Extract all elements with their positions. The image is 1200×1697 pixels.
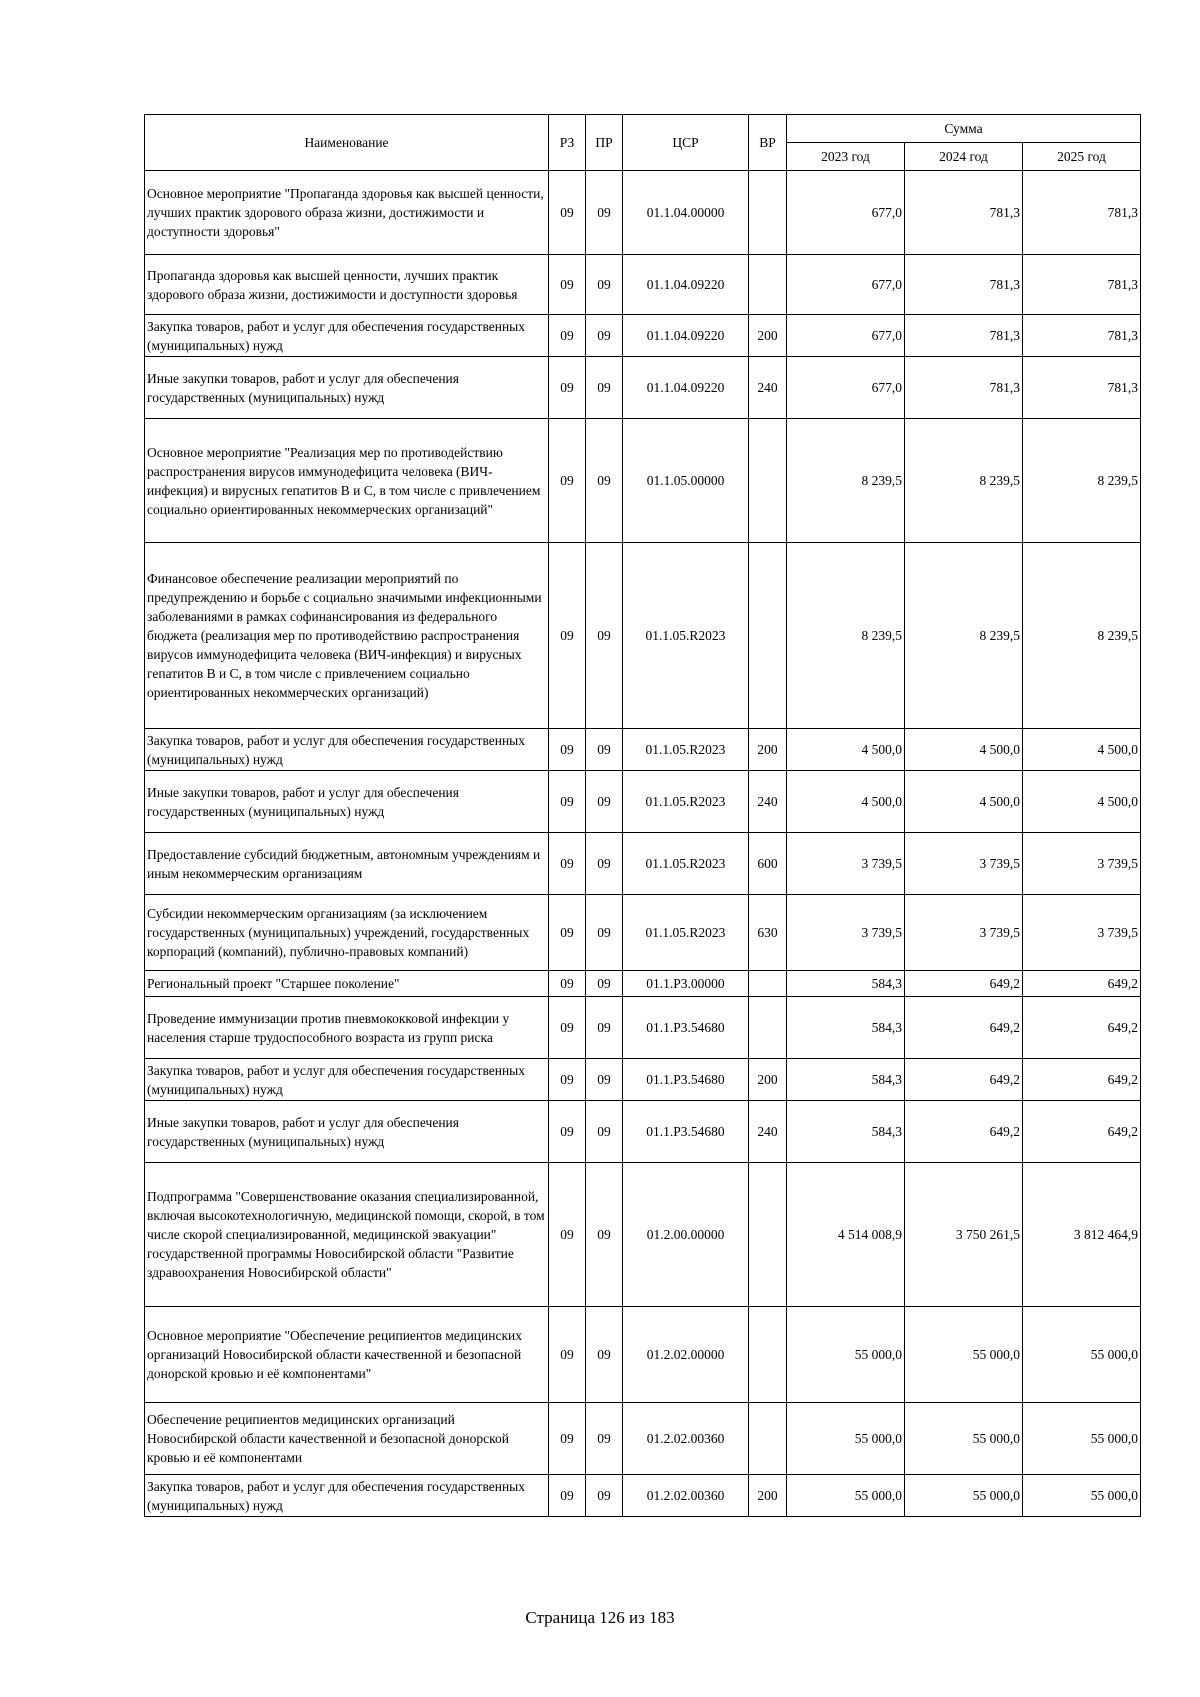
row-vr [749, 543, 787, 729]
row-pr: 09 [586, 1307, 623, 1403]
row-sum-2024: 55 000,0 [905, 1475, 1023, 1517]
row-sum-2025: 781,3 [1023, 357, 1141, 419]
row-sum-2025: 3 739,5 [1023, 895, 1141, 971]
row-vr: 200 [749, 729, 787, 771]
row-name: Закупка товаров, работ и услуг для обеспечения государственных (муниципальных) нужд [145, 315, 549, 357]
row-csr: 01.1.04.00000 [623, 171, 749, 255]
row-sum-2023: 677,0 [787, 315, 905, 357]
row-csr: 01.2.00.00000 [623, 1163, 749, 1307]
row-sum-2025: 781,3 [1023, 171, 1141, 255]
header-csr: ЦСР [623, 115, 749, 171]
row-rz: 09 [549, 729, 586, 771]
row-name: Финансовое обеспечение реализации мероприятий по предупреждению и борьбе с социально значимыми инфекционными заболеваниями в рамках софинансирования из федерального бюджета (реализация мер по противодействию распространения вирусов иммунодефицита человека (ВИЧ-инфекция) и вирусных гепатитов В и С, в том числе с привлечением социально ориентированных некоммерческих организаций) [145, 543, 549, 729]
row-csr: 01.1.04.09220 [623, 315, 749, 357]
row-sum-2023: 55 000,0 [787, 1307, 905, 1403]
row-sum-2024: 781,3 [905, 357, 1023, 419]
row-sum-2025: 649,2 [1023, 1101, 1141, 1163]
row-sum-2025: 649,2 [1023, 971, 1141, 997]
table-row [145, 1307, 1141, 1403]
table-body [145, 171, 1141, 1517]
row-sum-2025: 781,3 [1023, 255, 1141, 315]
row-name: Закупка товаров, работ и услуг для обеспечения государственных (муниципальных) нужд [145, 1059, 549, 1101]
row-pr: 09 [586, 1101, 623, 1163]
row-vr [749, 419, 787, 543]
row-vr: 630 [749, 895, 787, 971]
row-sum-2025: 55 000,0 [1023, 1475, 1141, 1517]
row-sum-2025: 649,2 [1023, 1059, 1141, 1101]
row-sum-2024: 781,3 [905, 171, 1023, 255]
row-pr: 09 [586, 833, 623, 895]
table-row [145, 357, 1141, 419]
row-rz: 09 [549, 997, 586, 1059]
row-sum-2024: 649,2 [905, 971, 1023, 997]
row-sum-2024: 3 739,5 [905, 833, 1023, 895]
row-vr: 200 [749, 1059, 787, 1101]
row-name: Пропаганда здоровья как высшей ценности, лучших практик здорового образа жизни, достижимости и доступности здоровья [145, 255, 549, 315]
table-row [145, 771, 1141, 833]
row-pr: 09 [586, 357, 623, 419]
row-vr [749, 1403, 787, 1475]
row-vr: 240 [749, 771, 787, 833]
row-csr: 01.1.05.R2023 [623, 543, 749, 729]
row-pr: 09 [586, 543, 623, 729]
header-rz: РЗ [549, 115, 586, 171]
row-name: Обеспечение реципиентов медицинских организаций Новосибирской области качественной и безопасной донорской кровью и её компонентами [145, 1403, 549, 1475]
header-pr: ПР [586, 115, 623, 171]
row-sum-2025: 3 812 464,9 [1023, 1163, 1141, 1307]
table-row [145, 895, 1141, 971]
row-csr: 01.2.02.00360 [623, 1475, 749, 1517]
row-sum-2023: 584,3 [787, 1059, 905, 1101]
row-sum-2024: 781,3 [905, 255, 1023, 315]
row-csr: 01.1.05.00000 [623, 419, 749, 543]
row-vr: 240 [749, 1101, 787, 1163]
row-rz: 09 [549, 895, 586, 971]
row-pr: 09 [586, 997, 623, 1059]
row-sum-2025: 649,2 [1023, 997, 1141, 1059]
row-name: Закупка товаров, работ и услуг для обеспечения государственных (муниципальных) нужд [145, 1475, 549, 1517]
header-sum: Сумма [787, 115, 1141, 143]
row-sum-2025: 781,3 [1023, 315, 1141, 357]
row-pr: 09 [586, 171, 623, 255]
row-sum-2024: 8 239,5 [905, 543, 1023, 729]
row-pr: 09 [586, 971, 623, 997]
row-rz: 09 [549, 971, 586, 997]
table-row [145, 419, 1141, 543]
row-pr: 09 [586, 255, 623, 315]
table-row [145, 729, 1141, 771]
row-pr: 09 [586, 771, 623, 833]
row-csr: 01.1.05.R2023 [623, 833, 749, 895]
row-sum-2023: 584,3 [787, 1101, 905, 1163]
row-sum-2024: 55 000,0 [905, 1403, 1023, 1475]
row-rz: 09 [549, 1475, 586, 1517]
table-row [145, 1475, 1141, 1517]
row-vr [749, 1163, 787, 1307]
table-row [145, 1101, 1141, 1163]
row-pr: 09 [586, 1403, 623, 1475]
row-vr [749, 255, 787, 315]
row-csr: 01.1.04.09220 [623, 357, 749, 419]
row-rz: 09 [549, 1101, 586, 1163]
row-pr: 09 [586, 895, 623, 971]
row-vr: 200 [749, 1475, 787, 1517]
table-row [145, 1163, 1141, 1307]
row-csr: 01.1.04.09220 [623, 255, 749, 315]
row-name: Подпрограмма "Совершенствование оказания специализированной, включая высокотехнологичную, медицинской помощи, скорой, в том числе скорой специализированной, медицинской эвакуации" государственной программы Новосибирской области "Развитие здравоохранения Новосибирской области" [145, 1163, 549, 1307]
row-pr: 09 [586, 729, 623, 771]
row-sum-2024: 4 500,0 [905, 729, 1023, 771]
row-sum-2025: 8 239,5 [1023, 419, 1141, 543]
header-year-2025: 2025 год [1023, 143, 1141, 171]
row-sum-2023: 3 739,5 [787, 833, 905, 895]
row-csr: 01.1.P3.54680 [623, 1059, 749, 1101]
row-csr: 01.1.05.R2023 [623, 895, 749, 971]
row-vr: 600 [749, 833, 787, 895]
table-row [145, 833, 1141, 895]
row-sum-2024: 781,3 [905, 315, 1023, 357]
row-pr: 09 [586, 1475, 623, 1517]
row-pr: 09 [586, 315, 623, 357]
row-name: Иные закупки товаров, работ и услуг для обеспечения государственных (муниципальных) нужд [145, 771, 549, 833]
row-sum-2023: 55 000,0 [787, 1403, 905, 1475]
table-row [145, 171, 1141, 255]
row-sum-2023: 3 739,5 [787, 895, 905, 971]
row-sum-2024: 649,2 [905, 997, 1023, 1059]
row-name: Региональный проект "Старшее поколение" [145, 971, 549, 997]
row-sum-2025: 3 739,5 [1023, 833, 1141, 895]
header-name: Наименование [145, 115, 549, 171]
row-name: Иные закупки товаров, работ и услуг для обеспечения государственных (муниципальных) нужд [145, 1101, 549, 1163]
row-vr [749, 171, 787, 255]
row-sum-2023: 677,0 [787, 357, 905, 419]
row-csr: 01.1.05.R2023 [623, 771, 749, 833]
table-row [145, 255, 1141, 315]
row-rz: 09 [549, 1307, 586, 1403]
row-sum-2023: 677,0 [787, 171, 905, 255]
header-year-2024: 2024 год [905, 143, 1023, 171]
row-sum-2025: 8 239,5 [1023, 543, 1141, 729]
row-rz: 09 [549, 419, 586, 543]
table-row [145, 543, 1141, 729]
row-rz: 09 [549, 171, 586, 255]
row-name: Субсидии некоммерческим организациям (за исключением государственных (муниципальных) учреждений, государственных корпораций (компаний), публично-правовых компаний) [145, 895, 549, 971]
row-sum-2023: 8 239,5 [787, 543, 905, 729]
row-csr: 01.1.P3.00000 [623, 971, 749, 997]
row-name: Основное мероприятие "Реализация мер по противодействию распространения вирусов иммунодефицита человека (ВИЧ-инфекция) и вирусных гепатитов В и С, в том числе с привлечением социально ориентированных некоммерческих организаций" [145, 419, 549, 543]
row-csr: 01.1.P3.54680 [623, 997, 749, 1059]
budget-table [144, 114, 1141, 1517]
row-sum-2024: 3 739,5 [905, 895, 1023, 971]
row-rz: 09 [549, 833, 586, 895]
row-name: Предоставление субсидий бюджетным, автономным учреждениям и иным некоммерческим организациям [145, 833, 549, 895]
row-csr: 01.2.02.00360 [623, 1403, 749, 1475]
row-sum-2023: 677,0 [787, 255, 905, 315]
row-sum-2023: 4 500,0 [787, 771, 905, 833]
row-sum-2024: 649,2 [905, 1059, 1023, 1101]
row-vr: 200 [749, 315, 787, 357]
row-pr: 09 [586, 419, 623, 543]
row-vr [749, 997, 787, 1059]
row-sum-2024: 3 750 261,5 [905, 1163, 1023, 1307]
row-pr: 09 [586, 1163, 623, 1307]
row-rz: 09 [549, 771, 586, 833]
row-csr: 01.1.P3.54680 [623, 1101, 749, 1163]
row-sum-2024: 4 500,0 [905, 771, 1023, 833]
row-name: Основное мероприятие "Пропаганда здоровья как высшей ценности, лучших практик здорового образа жизни, достижимости и доступности здоровья" [145, 171, 549, 255]
row-rz: 09 [549, 255, 586, 315]
row-sum-2025: 4 500,0 [1023, 729, 1141, 771]
header-vr: ВР [749, 115, 787, 171]
table-row [145, 1403, 1141, 1475]
row-sum-2024: 8 239,5 [905, 419, 1023, 543]
row-sum-2024: 649,2 [905, 1101, 1023, 1163]
table-row [145, 1059, 1141, 1101]
row-sum-2023: 584,3 [787, 997, 905, 1059]
row-vr [749, 971, 787, 997]
table-row [145, 997, 1141, 1059]
row-sum-2023: 8 239,5 [787, 419, 905, 543]
table-header [145, 115, 1141, 171]
row-sum-2023: 55 000,0 [787, 1475, 905, 1517]
row-name: Иные закупки товаров, работ и услуг для обеспечения государственных (муниципальных) нужд [145, 357, 549, 419]
table-row [145, 971, 1141, 997]
row-sum-2023: 584,3 [787, 971, 905, 997]
row-csr: 01.2.02.00000 [623, 1307, 749, 1403]
header-year-2023: 2023 год [787, 143, 905, 171]
row-rz: 09 [549, 1163, 586, 1307]
page-number: Страница 126 из 183 [525, 1608, 675, 1627]
row-rz: 09 [549, 315, 586, 357]
row-sum-2025: 55 000,0 [1023, 1403, 1141, 1475]
row-name: Проведение иммунизации против пневмококковой инфекции у населения старше трудоспособного возраста из групп риска [145, 997, 549, 1059]
table-row [145, 315, 1141, 357]
row-sum-2023: 4 500,0 [787, 729, 905, 771]
row-rz: 09 [549, 1403, 586, 1475]
row-csr: 01.1.05.R2023 [623, 729, 749, 771]
row-vr: 240 [749, 357, 787, 419]
row-sum-2025: 55 000,0 [1023, 1307, 1141, 1403]
row-rz: 09 [549, 357, 586, 419]
row-sum-2023: 4 514 008,9 [787, 1163, 905, 1307]
row-pr: 09 [586, 1059, 623, 1101]
row-rz: 09 [549, 543, 586, 729]
row-rz: 09 [549, 1059, 586, 1101]
row-sum-2025: 4 500,0 [1023, 771, 1141, 833]
row-vr [749, 1307, 787, 1403]
row-name: Закупка товаров, работ и услуг для обеспечения государственных (муниципальных) нужд [145, 729, 549, 771]
row-sum-2024: 55 000,0 [905, 1307, 1023, 1403]
row-name: Основное мероприятие "Обеспечение реципиентов медицинских организаций Новосибирской области качественной и безопасной донорской кровью и её компонентами" [145, 1307, 549, 1403]
